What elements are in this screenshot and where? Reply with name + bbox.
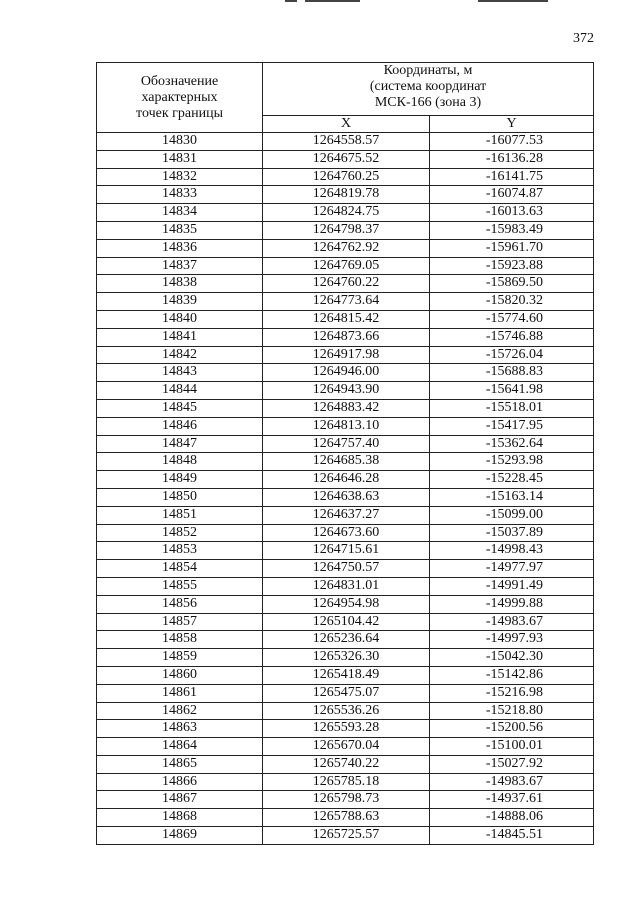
point-id-cell: 14845 bbox=[97, 399, 263, 417]
x-coordinate-cell: 1264715.61 bbox=[263, 542, 430, 560]
point-id-cell: 14863 bbox=[97, 720, 263, 738]
point-id-cell: 14841 bbox=[97, 328, 263, 346]
table-row bbox=[97, 809, 594, 827]
table-row bbox=[97, 257, 594, 275]
y-coordinate-cell: -15961.70 bbox=[430, 239, 594, 257]
point-id-cell: 14835 bbox=[97, 221, 263, 239]
x-coordinate-cell: 1265785.18 bbox=[263, 773, 430, 791]
x-coordinate-cell: 1264798.37 bbox=[263, 221, 430, 239]
y-coordinate-cell: -14991.49 bbox=[430, 577, 594, 595]
x-coordinate-cell: 1265475.07 bbox=[263, 684, 430, 702]
x-column-header: X bbox=[263, 115, 430, 133]
y-coordinate-cell: -15869.50 bbox=[430, 275, 594, 293]
x-coordinate-cell: 1264819.78 bbox=[263, 186, 430, 204]
coordinates-header bbox=[263, 63, 594, 116]
x-coordinate-cell: 1265326.30 bbox=[263, 649, 430, 667]
table-row bbox=[97, 310, 594, 328]
y-coordinate-cell: -15688.83 bbox=[430, 364, 594, 382]
page-number: 372 bbox=[573, 31, 594, 46]
point-id-cell: 14843 bbox=[97, 364, 263, 382]
y-coordinate-cell: -15362.64 bbox=[430, 435, 594, 453]
table-row bbox=[97, 773, 594, 791]
x-coordinate-cell: 1264646.28 bbox=[263, 471, 430, 489]
point-id-cell: 14857 bbox=[97, 613, 263, 631]
point-id-cell: 14836 bbox=[97, 239, 263, 257]
y-coordinate-cell: -15163.14 bbox=[430, 488, 594, 506]
y-coordinate-cell: -15216.98 bbox=[430, 684, 594, 702]
x-coordinate-cell: 1265593.28 bbox=[263, 720, 430, 738]
table-row bbox=[97, 524, 594, 542]
x-coordinate-cell: 1264815.42 bbox=[263, 310, 430, 328]
table-row bbox=[97, 150, 594, 168]
x-coordinate-cell: 1264883.42 bbox=[263, 399, 430, 417]
table-row bbox=[97, 542, 594, 560]
point-id-cell: 14849 bbox=[97, 471, 263, 489]
point-designation-line-1: Обозначение bbox=[140, 73, 219, 89]
x-coordinate-cell: 1264943.90 bbox=[263, 382, 430, 400]
table-row bbox=[97, 755, 594, 773]
y-coordinate-cell: -14845.51 bbox=[430, 827, 594, 845]
table-row bbox=[97, 346, 594, 364]
x-coordinate-cell: 1265104.42 bbox=[263, 613, 430, 631]
point-id-cell: 14831 bbox=[97, 150, 263, 168]
table-row bbox=[97, 738, 594, 756]
table-row bbox=[97, 168, 594, 186]
point-id-cell: 14847 bbox=[97, 435, 263, 453]
table-row bbox=[97, 827, 594, 845]
x-coordinate-cell: 1264873.66 bbox=[263, 328, 430, 346]
point-designation-header bbox=[97, 63, 263, 133]
point-id-cell: 14842 bbox=[97, 346, 263, 364]
table-row bbox=[97, 702, 594, 720]
y-coordinate-cell: -15027.92 bbox=[430, 755, 594, 773]
point-id-cell: 14848 bbox=[97, 453, 263, 471]
point-id-cell: 14852 bbox=[97, 524, 263, 542]
point-id-cell: 14851 bbox=[97, 506, 263, 524]
y-coordinate-cell: -15099.00 bbox=[430, 506, 594, 524]
x-coordinate-cell: 1264558.57 bbox=[263, 133, 430, 151]
table-row bbox=[97, 720, 594, 738]
table-row bbox=[97, 560, 594, 578]
table-row bbox=[97, 613, 594, 631]
table-row bbox=[97, 133, 594, 151]
y-coordinate-cell: -16136.28 bbox=[430, 150, 594, 168]
table-row bbox=[97, 577, 594, 595]
x-coordinate-cell: 1264637.27 bbox=[263, 506, 430, 524]
y-coordinate-cell: -15417.95 bbox=[430, 417, 594, 435]
x-coordinate-cell: 1264769.05 bbox=[263, 257, 430, 275]
table-row bbox=[97, 382, 594, 400]
y-coordinate-cell: -14983.67 bbox=[430, 773, 594, 791]
y-coordinate-cell: -14998.43 bbox=[430, 542, 594, 560]
point-id-cell: 14833 bbox=[97, 186, 263, 204]
x-coordinate-cell: 1264638.63 bbox=[263, 488, 430, 506]
point-id-cell: 14864 bbox=[97, 738, 263, 756]
table-row bbox=[97, 791, 594, 809]
x-coordinate-cell: 1265788.63 bbox=[263, 809, 430, 827]
x-coordinate-cell: 1265418.49 bbox=[263, 666, 430, 684]
table-row bbox=[97, 488, 594, 506]
point-id-cell: 14834 bbox=[97, 204, 263, 222]
point-id-cell: 14858 bbox=[97, 631, 263, 649]
x-coordinate-cell: 1264673.60 bbox=[263, 524, 430, 542]
table-row bbox=[97, 293, 594, 311]
x-coordinate-cell: 1265798.73 bbox=[263, 791, 430, 809]
x-coordinate-cell: 1265536.26 bbox=[263, 702, 430, 720]
y-column-header: Y bbox=[430, 115, 594, 133]
point-id-cell: 14846 bbox=[97, 417, 263, 435]
point-id-cell: 14865 bbox=[97, 755, 263, 773]
y-coordinate-cell: -15142.86 bbox=[430, 666, 594, 684]
x-coordinate-cell: 1264757.40 bbox=[263, 435, 430, 453]
y-coordinate-cell: -15200.56 bbox=[430, 720, 594, 738]
x-coordinate-cell: 1264954.98 bbox=[263, 595, 430, 613]
table-row bbox=[97, 684, 594, 702]
table-row bbox=[97, 666, 594, 684]
x-coordinate-cell: 1264750.57 bbox=[263, 560, 430, 578]
y-coordinate-cell: -16013.63 bbox=[430, 204, 594, 222]
x-coordinate-cell: 1264760.25 bbox=[263, 168, 430, 186]
y-coordinate-cell: -15042.30 bbox=[430, 649, 594, 667]
point-id-cell: 14854 bbox=[97, 560, 263, 578]
table-row bbox=[97, 471, 594, 489]
x-coordinate-cell: 1265725.57 bbox=[263, 827, 430, 845]
coordinates-line-3: МСК-166 (зона 3) bbox=[374, 95, 482, 110]
y-coordinate-cell: -15293.98 bbox=[430, 453, 594, 471]
y-coordinate-cell: -14937.61 bbox=[430, 791, 594, 809]
y-coordinate-cell: -16141.75 bbox=[430, 168, 594, 186]
point-id-cell: 14869 bbox=[97, 827, 263, 845]
x-coordinate-cell: 1264813.10 bbox=[263, 417, 430, 435]
table-row bbox=[97, 204, 594, 222]
y-coordinate-cell: -15100.01 bbox=[430, 738, 594, 756]
y-coordinate-cell: -15218.80 bbox=[430, 702, 594, 720]
point-id-cell: 14867 bbox=[97, 791, 263, 809]
coordinates-body bbox=[97, 133, 594, 845]
point-id-cell: 14840 bbox=[97, 310, 263, 328]
table-row bbox=[97, 649, 594, 667]
y-coordinate-cell: -15518.01 bbox=[430, 399, 594, 417]
y-coordinate-cell: -14997.93 bbox=[430, 631, 594, 649]
point-id-cell: 14866 bbox=[97, 773, 263, 791]
x-coordinate-cell: 1264773.64 bbox=[263, 293, 430, 311]
x-coordinate-cell: 1264762.92 bbox=[263, 239, 430, 257]
y-coordinate-cell: -14983.67 bbox=[430, 613, 594, 631]
table-row bbox=[97, 221, 594, 239]
point-id-cell: 14853 bbox=[97, 542, 263, 560]
point-id-cell: 14860 bbox=[97, 666, 263, 684]
x-coordinate-cell: 1265740.22 bbox=[263, 755, 430, 773]
x-coordinate-cell: 1265236.64 bbox=[263, 631, 430, 649]
point-id-cell: 14837 bbox=[97, 257, 263, 275]
y-coordinate-cell: -14888.06 bbox=[430, 809, 594, 827]
y-coordinate-cell: -15774.60 bbox=[430, 310, 594, 328]
point-id-cell: 14850 bbox=[97, 488, 263, 506]
table-row bbox=[97, 328, 594, 346]
table-row bbox=[97, 186, 594, 204]
y-coordinate-cell: -15923.88 bbox=[430, 257, 594, 275]
y-coordinate-cell: -14999.88 bbox=[430, 595, 594, 613]
y-coordinate-cell: -15820.32 bbox=[430, 293, 594, 311]
x-coordinate-cell: 1264946.00 bbox=[263, 364, 430, 382]
y-coordinate-cell: -15746.88 bbox=[430, 328, 594, 346]
point-id-cell: 14838 bbox=[97, 275, 263, 293]
y-coordinate-cell: -15228.45 bbox=[430, 471, 594, 489]
y-coordinate-cell: -16077.53 bbox=[430, 133, 594, 151]
x-coordinate-cell: 1265670.04 bbox=[263, 738, 430, 756]
x-coordinate-cell: 1264824.75 bbox=[263, 204, 430, 222]
x-coordinate-cell: 1264685.38 bbox=[263, 453, 430, 471]
point-designation-line-2: характерных bbox=[141, 89, 218, 105]
x-coordinate-cell: 1264917.98 bbox=[263, 346, 430, 364]
coordinates-line-2: (система координат bbox=[369, 79, 487, 94]
table-row bbox=[97, 435, 594, 453]
scan-mark-right bbox=[478, 0, 548, 2]
coordinates-line-1: Координаты, м bbox=[383, 63, 473, 78]
point-id-cell: 14868 bbox=[97, 809, 263, 827]
point-id-cell: 14844 bbox=[97, 382, 263, 400]
point-id-cell: 14855 bbox=[97, 577, 263, 595]
table-row bbox=[97, 239, 594, 257]
coordinates-table bbox=[96, 62, 594, 845]
table-row bbox=[97, 506, 594, 524]
table-row bbox=[97, 275, 594, 293]
scan-mark-left bbox=[285, 0, 297, 2]
scan-mark-center bbox=[305, 0, 360, 2]
table-row bbox=[97, 595, 594, 613]
y-coordinate-cell: -16074.87 bbox=[430, 186, 594, 204]
point-id-cell: 14832 bbox=[97, 168, 263, 186]
y-coordinate-cell: -15726.04 bbox=[430, 346, 594, 364]
x-coordinate-cell: 1264831.01 bbox=[263, 577, 430, 595]
y-coordinate-cell: -14977.97 bbox=[430, 560, 594, 578]
point-designation-line-3: точек границы bbox=[136, 105, 223, 121]
x-coordinate-cell: 1264675.52 bbox=[263, 150, 430, 168]
point-id-cell: 14856 bbox=[97, 595, 263, 613]
x-coordinate-cell: 1264760.22 bbox=[263, 275, 430, 293]
point-id-cell: 14830 bbox=[97, 133, 263, 151]
table-row bbox=[97, 417, 594, 435]
point-id-cell: 14862 bbox=[97, 702, 263, 720]
table-row bbox=[97, 453, 594, 471]
point-id-cell: 14839 bbox=[97, 293, 263, 311]
table-row bbox=[97, 631, 594, 649]
point-id-cell: 14861 bbox=[97, 684, 263, 702]
y-coordinate-cell: -15037.89 bbox=[430, 524, 594, 542]
y-coordinate-cell: -15641.98 bbox=[430, 382, 594, 400]
table-row bbox=[97, 364, 594, 382]
table-row bbox=[97, 399, 594, 417]
y-coordinate-cell: -15983.49 bbox=[430, 221, 594, 239]
point-id-cell: 14859 bbox=[97, 649, 263, 667]
